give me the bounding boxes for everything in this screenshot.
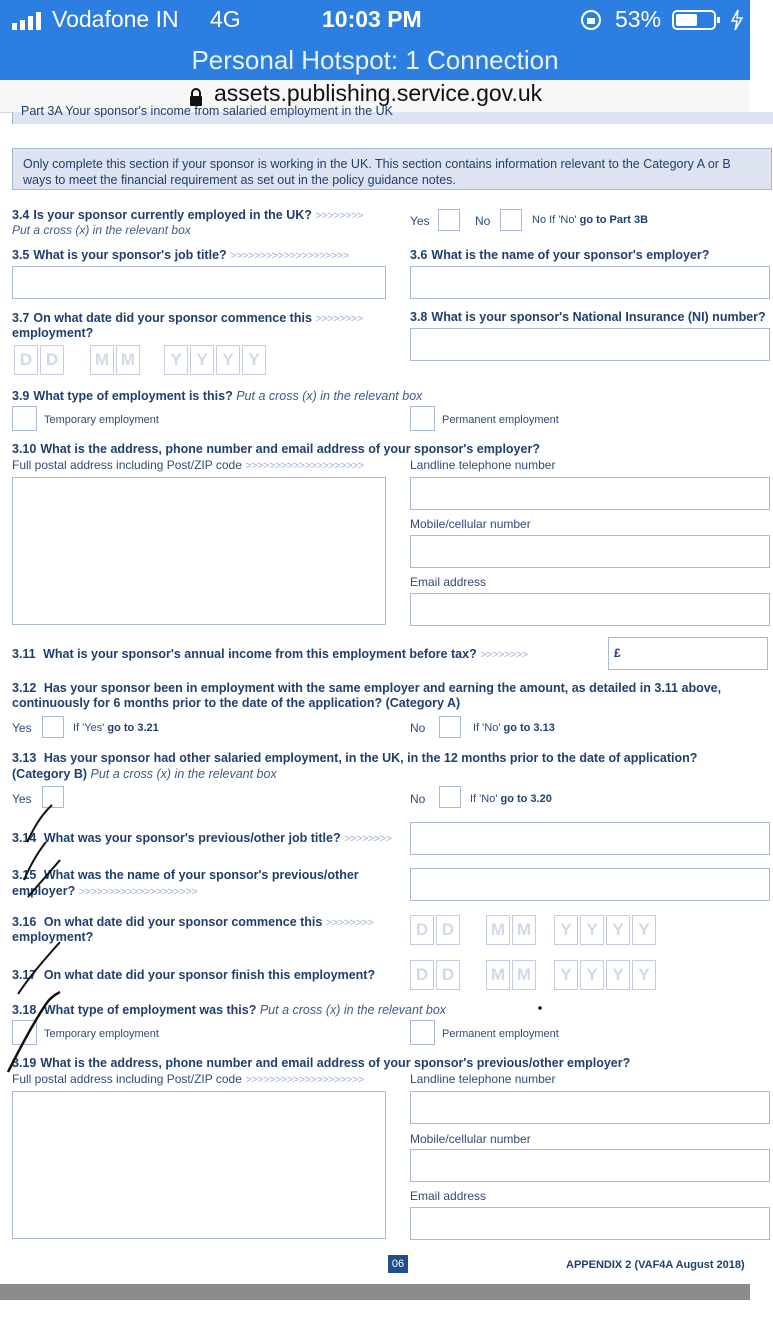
previous-email-field[interactable] xyxy=(410,1207,770,1240)
previous-mobile-label: Mobile/cellular number xyxy=(410,1132,531,1146)
question-3-8: 3.8 What is your sponsor's National Insurance (NI) number? xyxy=(410,310,766,324)
address-label: Full postal address including Post/ZIP code >>>>>>>>>>>>>>>>>>>> xyxy=(12,458,364,472)
email-field[interactable] xyxy=(410,593,770,626)
rotation-lock-icon xyxy=(580,9,602,31)
question-3-18: 3.18 What type of employment was this? Put a cross (x) in the relevant box xyxy=(12,1003,447,1017)
temporary-checkbox[interactable] xyxy=(12,406,37,431)
question-3-15: 3.15 What was the name of your sponsor's previous/other xyxy=(12,868,359,882)
question-3-9: 3.9 What type of employment is this? Put a cross (x) in the relevant box xyxy=(12,389,423,403)
cross-hint: Put a cross (x) in the relevant box xyxy=(12,223,191,237)
q3-13-yes-checkbox[interactable] xyxy=(42,786,64,808)
clock: 10:03 PM xyxy=(322,6,422,32)
previous-commence-date-field[interactable]: D D M M Y Y Y Y xyxy=(410,915,658,945)
previous-temporary-label: Temporary employment xyxy=(44,1028,159,1040)
question-3-13-cont: (Category B) Put a cross (x) in the relevant box xyxy=(12,767,277,781)
battery-percent: 53% xyxy=(615,6,662,32)
q3-12-no-checkbox[interactable] xyxy=(439,716,461,738)
permanent-label: Permanent employment xyxy=(442,414,559,426)
address-field[interactable] xyxy=(12,477,386,625)
url-text: assets.publishing.service.gov.uk xyxy=(214,80,543,106)
question-3-12: 3.12 Has your sponsor been in employment with the same employer and earning the amount, as detailed in 3.11 above, xyxy=(12,681,722,695)
previous-permanent-label: Permanent employment xyxy=(442,1028,559,1040)
ni-number-field[interactable] xyxy=(410,328,770,361)
question-3-6: 3.6 What is the name of your sponsor's employer? xyxy=(410,248,710,262)
question-3-17: 3.17 On what date did your sponsor finish this employment? xyxy=(12,968,376,982)
question-3-14: 3.14 What was your sponsor's previous/other job title? >>>>>>>> xyxy=(12,831,392,845)
page-number: 06 xyxy=(388,1255,408,1273)
question-3-15-cont: employer? >>>>>>>>>>>>>>>>>>>> xyxy=(12,884,198,898)
q3-4-yes-checkbox[interactable] xyxy=(438,209,460,231)
no-label: No xyxy=(475,214,491,228)
question-3-7: 3.7 On what date did your sponsor commence this >>>>>>>> xyxy=(12,311,363,325)
previous-landline-field[interactable] xyxy=(410,1091,770,1124)
question-3-16: 3.16 On what date did your sponsor commence this >>>>>>>> xyxy=(12,915,374,929)
carrier-name: Vodafone IN xyxy=(52,6,179,32)
signal-icon xyxy=(12,12,46,30)
part-header: Part 3A Your sponsor's income from salaried employment in the UK xyxy=(12,112,773,124)
question-3-4: 3.4 Is your sponsor currently employed in the UK? >>>>>>>> xyxy=(12,208,363,222)
landline-label: Landline telephone number xyxy=(410,458,556,472)
question-3-12-cont: continuously for 6 months prior to the date of the application? (Category A) xyxy=(12,696,461,710)
previous-job-title-field[interactable] xyxy=(410,822,770,855)
status-bar xyxy=(0,0,750,40)
previous-address-label: Full postal address including Post/ZIP code >>>>>>>>>>>>>>>>>>>> xyxy=(12,1072,364,1086)
page-bottom-bar xyxy=(0,1284,750,1300)
network-type: 4G xyxy=(210,6,241,32)
mobile-label: Mobile/cellular number xyxy=(410,517,531,531)
q3-4-no-checkbox[interactable] xyxy=(500,209,522,231)
question-3-5: 3.5 What is your sponsor's job title? >>>>>>>>>>>>>>>>>>>> xyxy=(12,248,349,262)
email-label: Email address xyxy=(410,575,487,589)
q3-4-instruction: No If 'No' go to Part 3B xyxy=(532,214,649,226)
previous-email-label: Email address xyxy=(410,1189,487,1203)
previous-mobile-field[interactable] xyxy=(410,1149,770,1182)
previous-address-field[interactable] xyxy=(12,1091,386,1239)
temporary-label: Temporary employment xyxy=(44,414,159,426)
commence-date-field[interactable]: D D M M Y Y Y Y xyxy=(14,345,268,375)
q3-13-yes-label: Yes xyxy=(12,792,32,806)
previous-temporary-checkbox[interactable] xyxy=(12,1020,37,1045)
previous-landline-label: Landline telephone number xyxy=(410,1072,556,1086)
q3-12-yes-checkbox[interactable] xyxy=(42,716,64,738)
q3-12-yes-label: Yes xyxy=(12,721,32,735)
previous-finish-date-field[interactable]: D D M M Y Y Y Y xyxy=(410,960,658,990)
question-3-11: 3.11 What is your sponsor's annual income from this employment before tax? >>>>>>>> xyxy=(12,647,528,661)
charging-icon xyxy=(730,9,744,31)
employer-name-field[interactable] xyxy=(410,266,770,299)
previous-employer-field[interactable] xyxy=(410,868,770,901)
battery-icon xyxy=(672,10,722,30)
question-3-16-cont: employment? xyxy=(12,930,94,944)
yes-label: Yes xyxy=(410,214,430,228)
q3-12-no-instruction: If 'No' go to 3.13 xyxy=(473,722,555,734)
q3-13-no-instruction: If 'No' go to 3.20 xyxy=(470,793,552,805)
question-3-13: 3.13 Has your sponsor had other salaried employment, in the UK, in the 12 months prior to the date of application? xyxy=(12,751,698,765)
mobile-field[interactable] xyxy=(410,535,770,568)
info-box: Only complete this section if your sponsor is working in the UK. This section contains information relevant to the Category A or B ways to meet the financial requirement as set out in the policy guidance notes. xyxy=(12,148,772,190)
q3-13-no-checkbox[interactable] xyxy=(439,786,461,808)
q3-12-no-label: No xyxy=(410,721,426,735)
footer-appendix: APPENDIX 2 (VAF4A August 2018) xyxy=(566,1259,745,1271)
q3-12-yes-instruction: If 'Yes' go to 3.21 xyxy=(73,722,159,734)
annual-income-field[interactable]: £ xyxy=(608,637,768,670)
permanent-checkbox[interactable] xyxy=(410,406,435,431)
hotspot-banner[interactable]: Personal Hotspot: 1 Connection xyxy=(0,40,750,80)
q3-13-no-label: No xyxy=(410,792,426,806)
landline-field[interactable] xyxy=(410,477,770,510)
question-3-7-cont: employment? xyxy=(12,326,94,340)
previous-permanent-checkbox[interactable] xyxy=(410,1020,435,1045)
question-3-19: 3.19 What is the address, phone number and email address of your sponsor's previous/other employer? xyxy=(12,1056,631,1070)
question-3-10: 3.10 What is the address, phone number and email address of your sponsor's employer? xyxy=(12,442,540,456)
job-title-field[interactable] xyxy=(12,266,386,299)
lock-icon xyxy=(188,86,204,106)
